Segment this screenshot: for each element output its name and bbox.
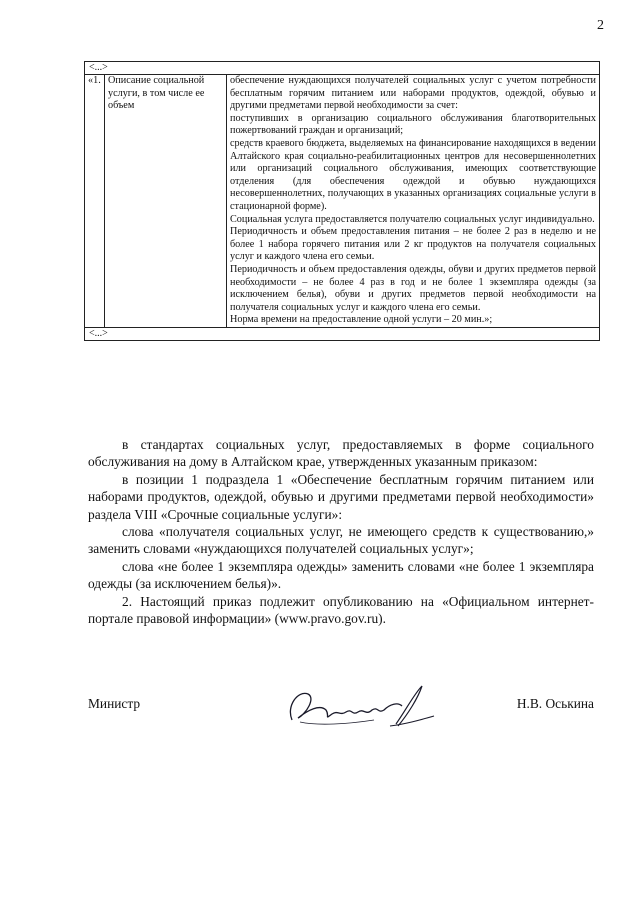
handwritten-signature [278, 680, 438, 740]
description-paragraph: Периодичность и объем предоставления питания – не более 2 раз в неделю и не более 1 набора горячего питания или 2 кг продуктов на получателя социальных услуг и каждого члена его семьи. [230, 226, 596, 263]
description-paragraph: Норма времени на предоставление одной услуги – 20 мин.»; [230, 314, 493, 326]
table-top-marker-row [85, 62, 600, 75]
body-paragraph: слова «получателя социальных услуг, не имеющего средств к существованию,» заменить словами «нуждающихся получателей социальных услуг»; [88, 524, 594, 557]
table-bottom-marker: <...> [85, 327, 600, 340]
order-body-text [88, 436, 594, 627]
description-paragraph: обеспечение нуждающихся получателей социальных услуг с учетом потребности бесплатным горячим питанием или наборами продуктов, одеждой, обувью и другими предметами первой необходимости за счет: [230, 75, 596, 112]
table-row [85, 75, 600, 328]
body-paragraph: слова «не более 1 экземпляра одежды» заменить словами «не более 1 экземпляра одежды (за исключением белья)». [88, 558, 594, 592]
row-description [227, 75, 600, 328]
table-top-marker: <...> [85, 62, 600, 75]
table-bottom-marker-row [85, 327, 600, 340]
body-paragraph: в стандартах социальных услуг, предоставляемых в форме социального обслуживания на дому в Алтайском крае, утвержденных указанным приказом: [88, 437, 594, 470]
description-paragraph: Социальная услуга предоставляется получателю социальных услуг индивидуально. [230, 213, 595, 225]
row-service-name: Описание социальной услуги, в том числе ее объем [105, 75, 227, 328]
amendment-table [84, 61, 600, 341]
row-number: «1. [85, 75, 105, 328]
signatory-name: Н.В. Оськина [516, 696, 594, 711]
description-paragraph: поступивших в организацию социального обслуживания благотворительных пожертвований граждан и организаций; [230, 112, 596, 137]
description-paragraph: средств краевого бюджета, выделяемых на финансирование находящихся в ведении Алтайского края социально-реабилитационных центров для несовершеннолетних или организаций социального обслуживания, имеющих соответствующие отделения (для обеспечения одеждой и обувью нуждающихся несовершеннолетних, получающих в указанных организациях социальные услуги в стационарной форме). [230, 137, 596, 212]
page-number: 2 [597, 18, 604, 33]
signatory-title: Министр [88, 696, 141, 711]
body-paragraph: в позиции 1 подраздела 1 «Обеспечение бесплатным горячим питанием или наборами продуктов, одеждой, обувью и другими предметами первой необходимости» раздела VIII «Срочные социальные услуги»: [88, 471, 594, 522]
description-paragraph: Периодичность и объем предоставления одежды, обуви и других предметов первой необходимости – не более 4 раз в год и не более 1 экземпляра одежды (за исключением белья), обуви и других предметов первой необходимости на получателя социальных услуг и каждого члена его семьи. [230, 263, 596, 313]
signature-block [88, 680, 594, 740]
body-paragraph: 2. Настоящий приказ подлежит опубликованию на «Официальном интернет-портале правовой информации» (www.pravo.gov.ru). [88, 593, 594, 627]
